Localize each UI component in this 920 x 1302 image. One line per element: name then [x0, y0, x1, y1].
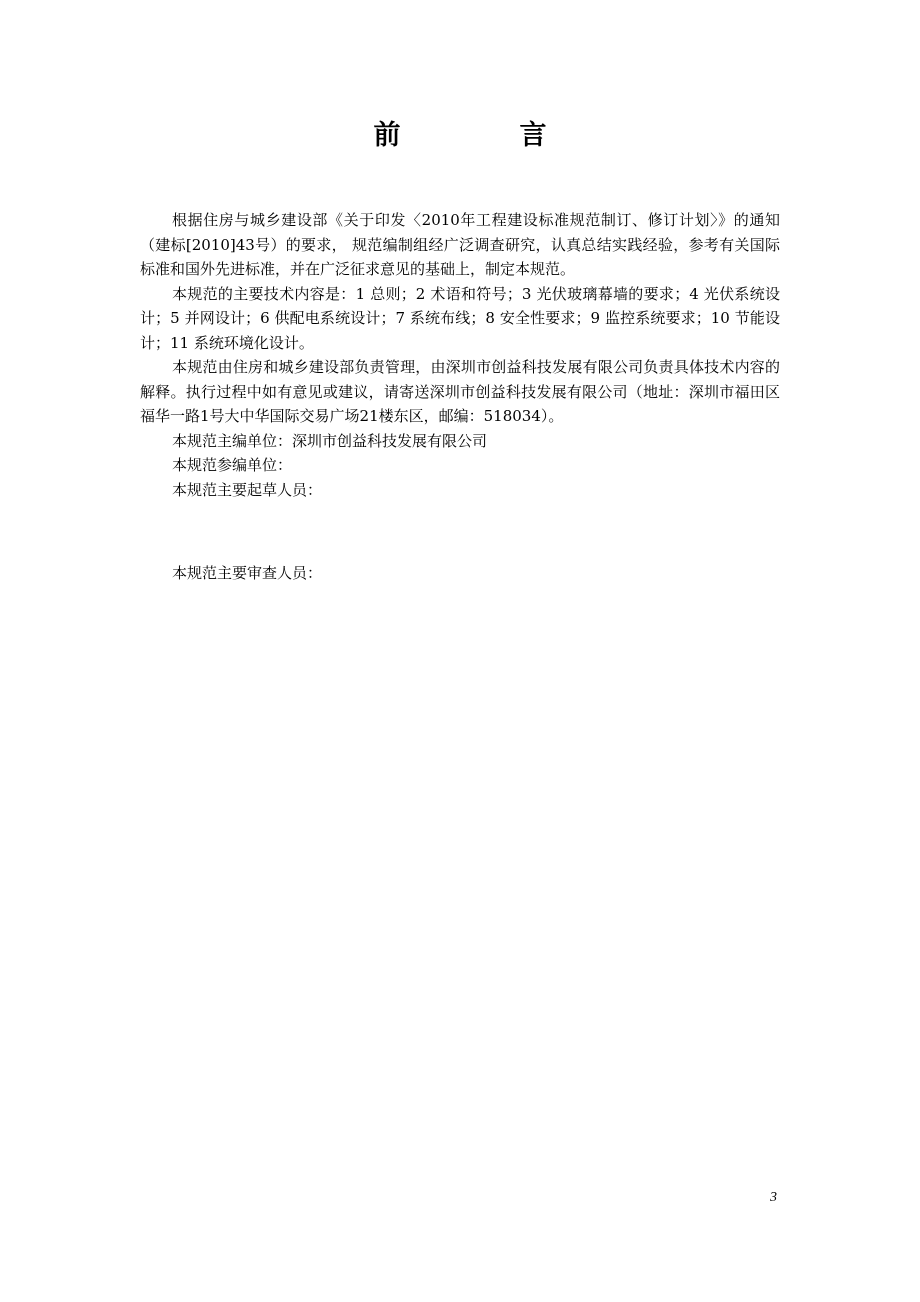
paragraph-basis: 根据住房与城乡建设部《关于印发〈2010年工程建设标准规范制订、修订计划〉》的通知（建标[2010]43号）的要求， 规范编制组经广泛调查研究，认真总结实践经验，参考有关国际标准和国外先进标准，并在广泛征求意见的基础上，制定本规范。: [140, 211, 780, 278]
document-body: [140, 208, 780, 586]
spacer: [140, 502, 780, 561]
reviewers: 本规范主要审查人员：: [172, 564, 323, 582]
drafters: 本规范主要起草人员：: [172, 480, 323, 499]
participating-units: 本规范参编单位：: [172, 456, 293, 474]
paragraph-contents: 本规范的主要技术内容是：1 总则；2 术语和符号；3 光伏玻璃幕墙的要求；4 光伏系统设计；5 并网设计；6 供配电系统设计；7 系统布线；8 安全性要求；9 监控系统要求；10 节能设计；11 系统环境化设计。: [140, 284, 780, 352]
paragraph-management: 本规范由住房和城乡建设部负责管理，由深圳市创益科技发展有限公司负责具体技术内容的解释。执行过程中如有意见或建议，请寄送深圳市创益科技发展有限公司（地址：深圳市福田区福华一路1号大中华国际交易广场21楼东区，邮编：518034）。: [140, 358, 780, 425]
page-number: 3: [770, 1190, 777, 1205]
chief-editor-unit: 本规范主编单位：深圳市创益科技发展有限公司: [172, 431, 488, 450]
page-title: 前 言: [373, 120, 593, 151]
